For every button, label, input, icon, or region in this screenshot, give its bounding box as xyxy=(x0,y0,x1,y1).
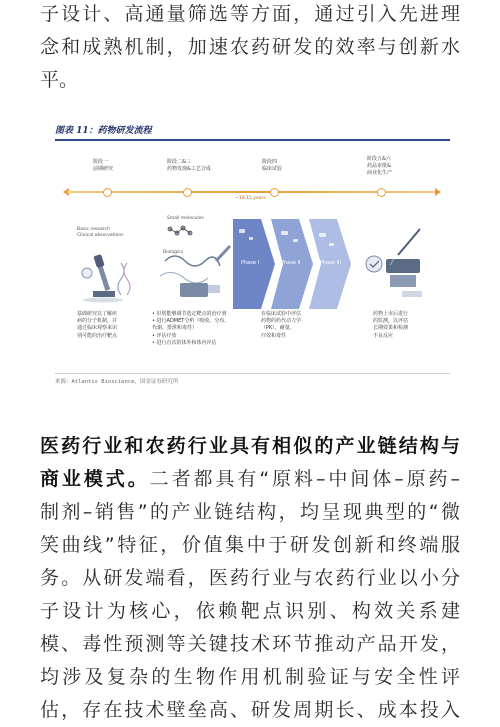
stage-2-description xyxy=(152,311,229,347)
body-line-text: 务。从研发端看，医药行业与农药行业以小分 xyxy=(40,567,460,589)
stage-4-line3: 商业化生产 xyxy=(367,170,393,176)
timeline-arrow-right-icon xyxy=(435,188,441,196)
phase-1-label: Phase I xyxy=(241,260,259,266)
description-line: 代谢、排泄和毒性） xyxy=(152,325,198,332)
stage-1-line1: 阶段一 xyxy=(93,159,109,165)
body-line xyxy=(40,694,460,727)
body-line-text: 估，存在技术壁垒高、研发周期长、成本投入 xyxy=(40,699,460,721)
intro-line: 平。 xyxy=(40,69,79,91)
phase-2-label: Phase II xyxy=(281,260,301,266)
description-line: 的监测，以评估 xyxy=(373,318,409,325)
intro-line: 子设计、高通量筛选等方面，通过引入先进理 xyxy=(40,3,460,25)
figure-footer-rule xyxy=(55,373,450,374)
body-line xyxy=(40,661,460,694)
description-line: 在临床试验中评估 xyxy=(261,311,302,317)
body-line xyxy=(40,463,460,496)
small-molecules-label: Small molecules xyxy=(167,216,204,221)
stage-5-description xyxy=(373,311,408,340)
stage-4-description xyxy=(261,311,301,340)
description-line: 不良反应 xyxy=(373,332,394,339)
body-line-text: 模、毒性预测等关键技术环节推动产品开发， xyxy=(40,633,460,655)
timeline-dot-icon xyxy=(270,188,279,197)
timeline-dot-icon xyxy=(183,188,192,197)
stage-3-label xyxy=(262,159,282,173)
molecules-illustration-icon xyxy=(150,221,235,306)
body-line-bold: 商业模式。 xyxy=(40,468,150,490)
body-line-text: 二者都具有“原料–中间体–原药– xyxy=(149,468,460,490)
body-line-bold: 医药行业和农药行业具有相似的产业链结构与 xyxy=(40,435,460,457)
stage-1-line2: 前期研究 xyxy=(93,166,114,172)
description-line: 别可能的治疗靶点 xyxy=(77,332,118,339)
description-line: （PK）、耐量、 xyxy=(261,325,295,332)
body-line-text: 制剂–销售”的产业链结构，均呈现典型的“微 xyxy=(40,501,460,523)
market-illustration-icon xyxy=(360,219,430,309)
body-line xyxy=(40,562,460,595)
body-paragraph xyxy=(40,430,460,727)
body-line xyxy=(40,496,460,529)
description-line: 病的分子机制，并 xyxy=(77,318,118,325)
timeline-dot-icon xyxy=(377,188,386,197)
figure-title-rule xyxy=(55,139,450,141)
stage-2-line1: 阶段二&三 xyxy=(167,159,191,165)
basic-research-line2: Clinical observations xyxy=(77,233,124,238)
figure-title: 图表 11：药物研发流程 xyxy=(55,126,152,136)
stage-4-line1: 阶段五&六 xyxy=(367,156,391,162)
stage-3-line2: 临床试验 xyxy=(262,166,283,172)
basic-research-label xyxy=(77,227,124,239)
biologics-label: Biologics xyxy=(163,250,184,255)
intro-line: 念和成熟机制，加速农药研发的效率与创新水 xyxy=(40,36,460,58)
body-line xyxy=(40,529,460,562)
microscope-illustration-icon xyxy=(73,243,143,303)
description-line: 药物上市后进行 xyxy=(373,311,409,317)
description-line: • 识别能够调节选定靶点的治疗剂 xyxy=(152,311,227,317)
figure-source: 来源：Atlantis Bioscience，国金证券研究所 xyxy=(55,379,179,385)
stage-3-line1: 阶段四 xyxy=(262,159,278,165)
stage-1-label xyxy=(93,159,113,173)
body-line-text: 子设计为核心，依赖靶点识别、构效关系建 xyxy=(40,600,460,622)
body-line-text: 笑曲线”特征，价值集中于研发创新和终端服 xyxy=(40,534,460,556)
basic-research-line1: Basic research xyxy=(77,227,110,232)
stage-4-line2: 药品审批& xyxy=(367,163,391,169)
body-line xyxy=(40,628,460,661)
description-line: 疗效和毒性 xyxy=(261,332,287,339)
stage-2-line2: 药物发现&工艺合成 xyxy=(167,166,211,172)
stage-4-label xyxy=(367,156,392,177)
description-line: • 进行ADMET分析（吸收、分布、 xyxy=(152,318,230,325)
timeline-dot-icon xyxy=(103,188,112,197)
drug-development-figure xyxy=(55,123,450,388)
description-line: 长期效果和检测 xyxy=(373,325,409,332)
timeline-years-label: ~10-15 years xyxy=(235,196,266,201)
stage-2-label xyxy=(167,159,211,173)
stage-1-description xyxy=(77,311,117,340)
description-line: 通过临床观察来识 xyxy=(77,325,118,332)
phase-3-label: Phase III xyxy=(320,260,341,266)
description-line: • 评估疗效 xyxy=(152,332,177,339)
body-line-text: 均涉及复杂的生物作用机制验证与安全性评 xyxy=(40,666,460,688)
description-line: • 进行首次的体外和体内评估 xyxy=(152,339,217,346)
body-line xyxy=(40,430,460,463)
description-line: 基础研究以了解疾 xyxy=(77,311,118,317)
intro-paragraph xyxy=(40,0,460,97)
description-line: 药物的药代动力学 xyxy=(261,318,302,325)
body-line xyxy=(40,595,460,628)
